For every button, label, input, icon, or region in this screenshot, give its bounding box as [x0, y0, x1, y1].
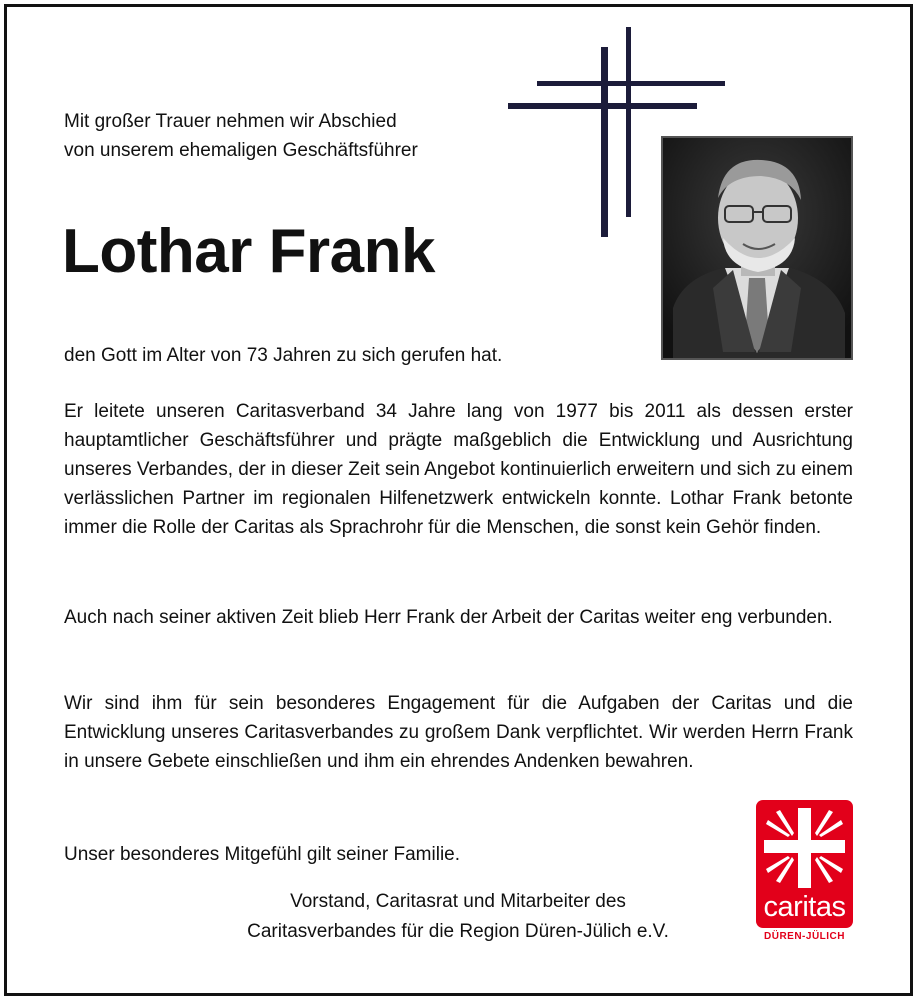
deceased-name: Lothar Frank	[62, 217, 435, 286]
signature-line-1: Vorstand, Caritasrat und Mitarbeiter des	[290, 891, 626, 912]
paragraph-condolence: Unser besonderes Mitgefühl gilt seiner Familie.	[64, 844, 461, 865]
paragraph-age: den Gott im Alter von 73 Jahren zu sich gerufen hat.	[64, 345, 503, 366]
caritas-logo-region: DÜREN-JÜLICH	[764, 931, 845, 942]
intro-line-1: Mit großer Trauer nehmen wir Abschied	[64, 111, 397, 132]
portrait-photo	[661, 136, 853, 360]
intro-line-2: von unserem ehemaligen Geschäftsführer	[64, 140, 418, 161]
caritas-logo-box	[756, 800, 853, 928]
caritas-logo-text: caritas	[763, 891, 846, 923]
intro-text	[64, 107, 418, 165]
signature-line-2: Caritasverbandes für die Region Düren-Jülich e.V.	[247, 921, 669, 942]
caritas-cross-icon	[756, 800, 853, 892]
signature	[218, 887, 698, 947]
caritas-logo	[756, 800, 853, 945]
paragraph-connection: Auch nach seiner aktiven Zeit blieb Herr Frank der Arbeit der Caritas weiter eng verbunden.	[64, 607, 833, 628]
paragraph-career: Er leitete unseren Caritasverband 34 Jahre lang von 1977 bis 2011 als dessen erster hauptamtlicher Geschäftsführer und prägte maßgeblich die Entwicklung und Ausrichtung unseres Verbandes, der in dieser Zeit sein Angebot kontinuierlich erweitern und sich zu einem verlässlichen Partner im regionalen Hilfenetzwerk entwickeln konnte. Lothar Frank betonte immer die Rolle der Caritas als Sprachrohr für die Menschen, die sonst kein Gehör finden.	[64, 401, 853, 538]
paragraph-gratitude: Wir sind ihm für sein besonderes Engagement für die Aufgaben der Caritas und die Entwicklung unseres Caritasverbandes zu großem Dank verpflichtet. Wir werden Herrn Frank in unsere Gebete einschließen und ihm ein ehrendes Andenken bewahren.	[64, 693, 853, 772]
